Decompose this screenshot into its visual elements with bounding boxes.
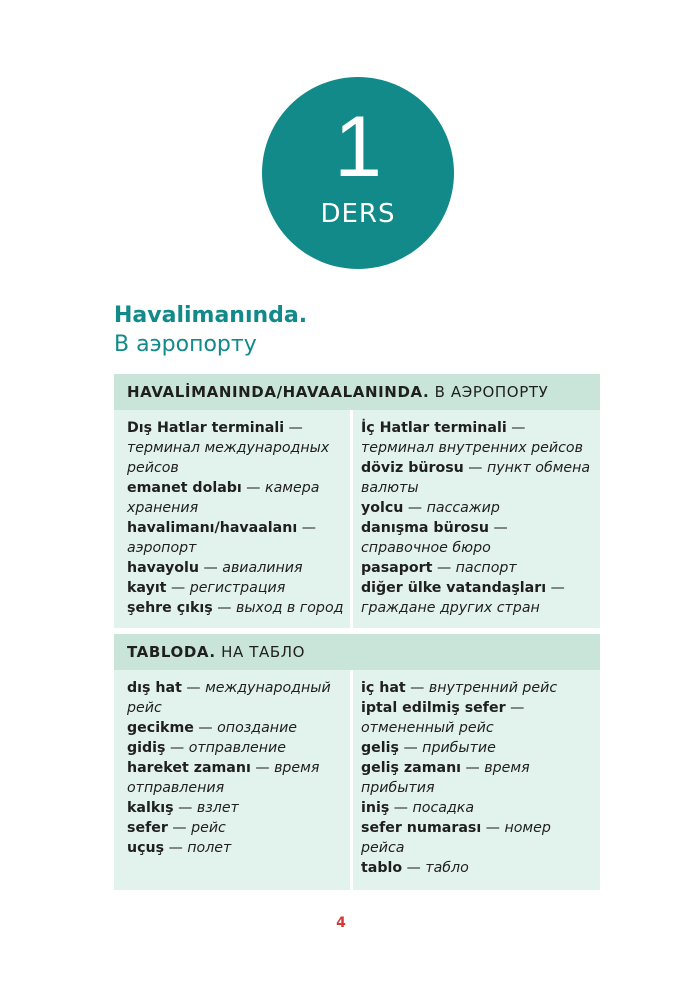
term-turkish: tablo: [361, 860, 403, 876]
term-turkish: danışma bürosu: [361, 520, 489, 536]
vocab-entry: iç hat — внутренний рейс: [361, 680, 558, 696]
vocab-box-airport: [114, 374, 600, 628]
section-title-turkish: Havalimanında.: [114, 303, 308, 328]
vocab-entry: diğer ülke vatandaşları — граждане других стран: [361, 580, 565, 616]
vocab-entry: uçuş — полет: [127, 840, 232, 856]
term-russian: табло: [425, 860, 469, 876]
lesson-label: DERS: [320, 199, 396, 229]
vocab-entry: havayolu — авиалиния: [127, 560, 303, 576]
term-russian: внутренний рейс: [428, 680, 558, 696]
vocab-box-body: [114, 410, 600, 628]
term-russian: пункт обмена валюты: [361, 460, 591, 496]
vocab-entry: gidiş — отправление: [127, 740, 287, 756]
term-russian: опоздание: [217, 720, 298, 736]
term-russian: аэропорт: [127, 540, 197, 556]
term-russian: камера хранения: [127, 480, 320, 516]
vocab-entry: geliş — прибытие: [361, 740, 496, 756]
term-russian: международный рейс: [127, 680, 331, 716]
header-turkish: HAVALİMANINDA/HAVAALANINDA.: [127, 383, 430, 401]
term-turkish: diğer ülke vatandaşları: [361, 580, 547, 596]
term-russian: пассажир: [426, 500, 500, 516]
term-turkish: emanet dolabı: [127, 480, 242, 496]
vocab-box-header: [114, 634, 600, 670]
lesson-number: 1: [334, 99, 382, 195]
term-turkish: sefer numarası: [361, 820, 482, 836]
term-russian: время отправления: [127, 760, 320, 796]
vocab-column-left: [127, 678, 353, 858]
term-russian: регистрация: [189, 580, 286, 596]
term-russian: рейс: [191, 820, 226, 836]
vocab-entry: havalimanı/havaalanı — аэропорт: [127, 520, 316, 556]
term-turkish: iniş: [361, 800, 390, 816]
vocab-entry: sefer — рейс: [127, 820, 226, 836]
vocab-entry: danışma bürosu — справочное бюро: [361, 520, 508, 556]
term-turkish: iptal edilmiş sefer: [361, 700, 506, 716]
term-turkish: dış hat: [127, 680, 182, 696]
header-turkish: TABLODA.: [127, 643, 216, 661]
vocab-column-left: [127, 418, 353, 618]
vocab-entry: yolcu — пассажир: [361, 500, 500, 516]
term-russian: прибытие: [422, 740, 496, 756]
vocab-entry: iniş — посадка: [361, 800, 475, 816]
lesson-badge: [262, 77, 454, 269]
term-russian: выход в город: [235, 600, 344, 616]
section-title-russian: В аэропорту: [114, 332, 257, 357]
vocab-entry: Dış Hatlar terminali — терминал международных рейсов: [127, 420, 330, 476]
term-russian: полет: [187, 840, 232, 856]
term-russian: справочное бюро: [361, 540, 491, 556]
term-turkish: gecikme: [127, 720, 194, 736]
term-russian: терминал внутренних рейсов: [361, 440, 583, 456]
vocab-entry: şehre çıkış — выход в город: [127, 600, 344, 616]
vocab-box-header: [114, 374, 600, 410]
term-turkish: kalkış: [127, 800, 174, 816]
term-turkish: kayıt: [127, 580, 167, 596]
vocab-entry: sefer numarası — номер рейса: [361, 820, 551, 856]
term-turkish: geliş: [361, 740, 399, 756]
term-turkish: havalimanı/havaalanı: [127, 520, 298, 536]
term-russian: терминал международных рейсов: [127, 440, 330, 476]
term-turkish: geliş zamanı: [361, 760, 462, 776]
term-turkish: Dış Hatlar terminali: [127, 420, 285, 436]
vocab-entry: tablo — табло: [361, 860, 469, 876]
term-russian: время прибытия: [361, 760, 530, 796]
term-russian: взлет: [196, 800, 239, 816]
vocab-entry: geliş zamanı — время прибытия: [361, 760, 530, 796]
term-turkish: gidiş: [127, 740, 166, 756]
vocab-column-right: [361, 678, 595, 878]
vocab-box-body: [114, 670, 600, 890]
term-turkish: şehre çıkış: [127, 600, 213, 616]
term-russian: авиалиния: [222, 560, 303, 576]
page-number: 4: [336, 915, 346, 931]
term-turkish: sefer: [127, 820, 168, 836]
term-russian: отправление: [188, 740, 287, 756]
vocab-entry: döviz bürosu — пункт обмена валюты: [361, 460, 591, 496]
term-turkish: havayolu: [127, 560, 200, 576]
term-turkish: döviz bürosu: [361, 460, 464, 476]
term-russian: граждане других стран: [361, 600, 540, 616]
term-russian: номер рейса: [361, 820, 551, 856]
term-russian: посадка: [412, 800, 475, 816]
vocab-entry: kayıt — регистрация: [127, 580, 286, 596]
header-russian: НА ТАБЛО: [221, 643, 306, 661]
term-russian: отмененный рейс: [361, 720, 494, 736]
term-turkish: iç hat: [361, 680, 406, 696]
vocab-entry: kalkış — взлет: [127, 800, 239, 816]
vocab-entry: İç Hatlar terminali — терминал внутренних рейсов: [361, 420, 583, 456]
term-turkish: pasaport: [361, 560, 433, 576]
vocab-entry: gecikme — опоздание: [127, 720, 298, 736]
term-turkish: İç Hatlar terminali: [361, 420, 507, 436]
header-russian: В АЭРОПОРТУ: [434, 383, 549, 401]
term-turkish: hareket zamanı: [127, 760, 251, 776]
vocab-box-board: [114, 634, 600, 890]
term-russian: паспорт: [455, 560, 517, 576]
vocab-entry: iptal edilmiş sefer — отмененный рейс: [361, 700, 525, 736]
term-turkish: uçuş: [127, 840, 165, 856]
term-turkish: yolcu: [361, 500, 404, 516]
vocab-entry: hareket zamanı — время отправления: [127, 760, 320, 796]
vocab-entry: pasaport — паспорт: [361, 560, 517, 576]
vocab-entry: dış hat — международный рейс: [127, 680, 331, 716]
vocab-entry: emanet dolabı — камера хранения: [127, 480, 320, 516]
vocab-column-right: [361, 418, 595, 618]
